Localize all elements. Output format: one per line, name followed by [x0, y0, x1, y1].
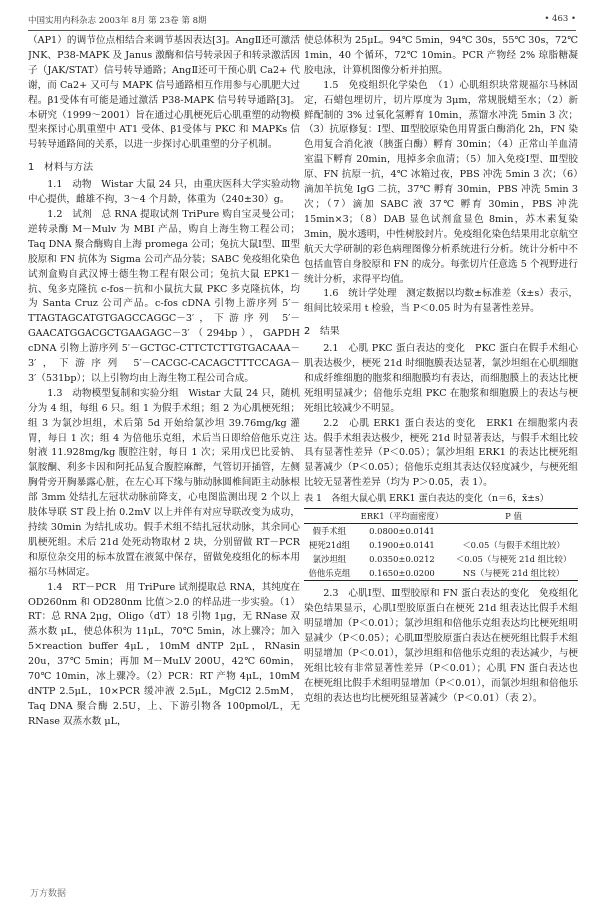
table-header-row	[304, 509, 578, 524]
table-cell-group: 梗死21d组	[308, 540, 350, 551]
page-number: • 463 •	[544, 14, 576, 24]
subsection-rt-pcr: 1.4 RT－PCR 用 TriPure 试剂提取总 RNA，其纯度在 OD260nm 和 OD280nm 比值＞2.0 的样品进一步实验。（1）RT：总 RNA 2μg，Oligo（dT）18 引物 1μg，无 RNase 双蒸水数 μL，使总体积为 11μL，70℃ 5min，冰上骤冷；加入 5×reaction buffer 4μL，10mM dNTP 2μL，RNasin 20u，37℃ 5min；再加 M－MuLV 200U，42℃ 60min，70℃ 10min，冰上骤冷。（2）PCR：RT 产物 4μL，10mM dNTP 2.5μL，10×PCR 缓冲液 2.5μL，MgCl2 2.5mM，Taq DNA 聚合酶 2.5U，上、下游引物各 100pmol/L，无 RNase 双蒸水数 μL，	[28, 581, 300, 727]
table-cell-group: 假手术组	[312, 526, 347, 537]
table-cell-p: ＜0.05（与梗死 21d 组比较）	[455, 554, 572, 565]
right-column	[304, 34, 578, 886]
result-erk1: 2.2 心肌 ERK1 蛋白表达的变化 ERK1 在细胞浆内表达。假手术组表达极少，梗死 21d 时显著表达，与假手术组比较具有显著性差异（P＜0.05）；氯沙坦组 ERK1 的表达比梗死组显著减少（P＜0.05）；倍他乐克组其表达仅轻度减少，与梗死组比较无显著性差异（均为 P＞0.05，表 1）。	[304, 417, 578, 489]
section-heading-results: 2 结果	[304, 326, 340, 338]
subsection-model-groups: 1.3 动物模型复制和实验分组 Wistar 大鼠 24 只，随机分为 4 组，每组 6 只。组 1 为假手术组；组 2 为心肌梗死组；组 3 为氯沙坦组，术后第 5d 开始给氯沙坦 39.76mg/kg 灌胃，每日 1 次；组 4 为倍他乐克组，术后当日即给倍他乐克注射液 11.928mg/kg 腹腔注射，每日 1 次；采用戊巴比妥钠、氯胺酮、利多卡因和阿托品复合腹腔麻醉，气管切开插管，左侧胸骨旁开胸暴露心脏，在左心耳下缘与肺动脉圆椎间距主动脉根部 3mm 处结扎左冠状动脉前降支，心电图监测出现 2 个以上肢体导联 ST 段上抬 0.2mV 以上并伴有对应导联改变为成功，持续 30min 为结扎成功。假手术组不结扎冠状动脉，其余同心肌梗死组。术后 21d 处死动物取材 2 块，分别留做 RT－PCR 和原位杂交用的标本放置在液氮中保存，留做免疫组化的标本用福尔马林固定。	[28, 387, 300, 578]
table-cell-value: 0.1900±0.0141	[369, 540, 435, 551]
table-cell-value: 0.0350±0.0212	[369, 554, 435, 565]
table-row	[304, 538, 578, 552]
table-row	[304, 552, 578, 566]
result-collagen-fn: 2.3 心肌Ⅰ型、Ⅲ型胶原和 FN 蛋白表达的变化 免疫组化染色结果显示，心肌Ⅰ型胶原蛋白在梗死 21d 组表达比假手术组明显增加（P＜0.01）；氯沙坦组和倍他乐克组表达均比梗死组明显减少（P＜0.05）；心肌Ⅲ型胶原蛋白表达在梗死组比假手术组明显增加（P＜0.01），氯沙坦组和倍他乐克组的表达减少，与梗死组比较有非常显著性差异（P＜0.01）；心肌 FN 蛋白表达也在梗死组比假手术组明显增加（P＜0.01），而氯沙坦组和倍他乐克组的表达也均比梗死组显著减少（P＜0.01）（表 2）。	[304, 588, 578, 704]
result-pkc: 2.1 心肌 PKC 蛋白表达的变化 PKC 蛋白在假手术组心肌表达极少，梗死 21d 时细胞膜表达显著，氯沙坦组在心肌细胞和成纤维细胞的胞浆和细胞膜均有表达，而细胞膜上的表达比梗死组明显减少；倍他乐克组 PKC 在胞浆和细胞膜上的表达与梗死组比较减少不明显。	[304, 343, 578, 414]
table-cell-group: 氯沙坦组	[312, 554, 347, 565]
table-caption: 表 1 各组大鼠心肌 ERK1 蛋白表达的变化（n＝6，x̄±s）	[304, 493, 549, 505]
left-column	[28, 34, 300, 886]
table-cell-group: 倍他乐克组	[308, 568, 351, 579]
table-row	[304, 566, 578, 581]
pcr-continuation: 使总体积为 25μL。94℃ 5min，94℃ 30s，55℃ 30s，72℃ 1min，40 个循环，72℃ 10min。PCR 产物经 2% 琼脂糖凝胶电泳，计算机图像分析并拍照。	[304, 35, 578, 76]
subsection-animals: 1.1 动物 Wistar 大鼠 24 只，由重庆医科大学实验动物中心提供，雌雄不拘，3～4 个月龄，体重为（240±30）g。	[28, 179, 300, 206]
table-row	[304, 524, 578, 539]
subsection-immunohistochemistry: 1.5 免疫组织化学染色 （1）心肌组织块常规福尔马林固定，石蜡包埋切片，切片厚度为 3μm，常规脱蜡至水；（2）新鲜配制的 3% 过氧化氢孵育 10min，蒸馏水冲洗 5min 3 次；（3）抗原修复：Ⅰ型、Ⅲ型胶原染色用胃蛋白酶消化 2h，FN 染色用复合消化液（胰蛋白酶）孵育 30min；（4）正常山羊血清室温下孵育 20min，甩掉多余血清；（5）加入免疫Ⅰ型、Ⅲ型胶原、FN 抗原一抗，4℃ 冰箱过夜，PBS 冲洗 5min 3 次；（6）滴加羊抗兔 IgG 二抗，37℃ 孵育 30min，PBS 冲洗 5min 3 次；（7）滴加 SABC 液 37℃ 孵育 30min，PBS 冲洗 15min×3；（8）DAB 显色试剂盒显色 8min，苏木素复染 3min，脱水透明，中性树胶封片。免疫组化染色结果用北京航空航天大学研制的彩色病理图像分析系统进行分析。统计分析中不包括血管自身胶原和 FN 的成分。每张切片任意选 5 个视野进行统计分析，求得平均值。	[304, 79, 578, 285]
subsection-statistics: 1.6 统计学处理 测定数据以均数±标准差（x̄±s）表示，组间比较采用 t 检验，当 P＜0.05 时为有显著性差异。	[304, 288, 578, 315]
section-heading-methods: 1 材料与方法	[28, 162, 94, 174]
table-cell-p: NS（与梗死 21d 组比较）	[462, 568, 565, 579]
table-header-cell	[304, 509, 355, 524]
table-cell-value: 0.0800±0.0141	[369, 526, 435, 537]
table-header-cell: P 值	[505, 511, 522, 522]
table-cell-p	[449, 524, 578, 539]
watermark-text: 万方数据	[30, 889, 67, 899]
intro-continuation: （AP1）的调节位点相结合来调节基因表达[3]。AngⅡ还可激活 JNK、P38-MAPK 及 Janus 激酶和信号转录因子和转录激活因子（JAK/STAT）信号转导通路；AngⅡ还可干预心肌 Ca2+ 代谢，而 Ca2+ 又可与 MAPK 信号通路相互作用参与心肌肥大过程。β1受体有可能是通过激活 P38-MAPK 信号转导通路[3]。本研究（1999～2001）旨在通过心肌梗死后心肌重塑的动物模型来探讨心肌重塑中 AT1 受体、β1受体与 PKC 和 MAPKs 信号转导通路间的关系，以进一步探讨心肌重塑的分子机制。	[28, 35, 300, 151]
table-cell-value: 0.1650±0.0200	[369, 568, 435, 579]
table-header-cell: ERK1（平均面密度）	[360, 511, 444, 522]
subsection-reagents: 1.2 试剂 总 RNA 提取试剂 TriPure 购自宝灵曼公司；逆转录酶 M－Mulv 为 MBI 产品，购自上海生物工程公司；Taq DNA 聚合酶购自上海 promega 公司；兔抗大鼠Ⅰ型、Ⅲ型胶原和 FN 抗体为 Sigma 公司产品分装；SABC 免疫组化染色试剂盒购自武汉博士德生物工程有限公司；兔抗大鼠 EPK1－抗、兔多克隆抗 c-fos－抗和小鼠抗大鼠 PKC 多克隆抗体，均为 Santa Cruz 公司产品。c-fos cDNA 引物上游序列 5′－TTAGTAGCATGTGAGCCAGGC－3′，下游序列 5′－GAACATGGACGCTGAAGAGC－3′（294bp），GAPDH cDNA 引物上游序列 5′－GCTGC-CTTCTCTTGTGACAAA－3′，下游序列 5′－CACGC-CACAGCTTTCCAGA－3′（531bp）；以上引物均由上海生物工程公司合成。	[28, 208, 300, 384]
table-1-erk1	[304, 493, 578, 581]
journal-citation: 中国实用内科杂志 2003年 8月 第 23卷 第 8期	[28, 16, 207, 26]
running-header	[28, 12, 576, 31]
table-cell-p: ＜0.05（与假手术组比较）	[462, 540, 565, 551]
